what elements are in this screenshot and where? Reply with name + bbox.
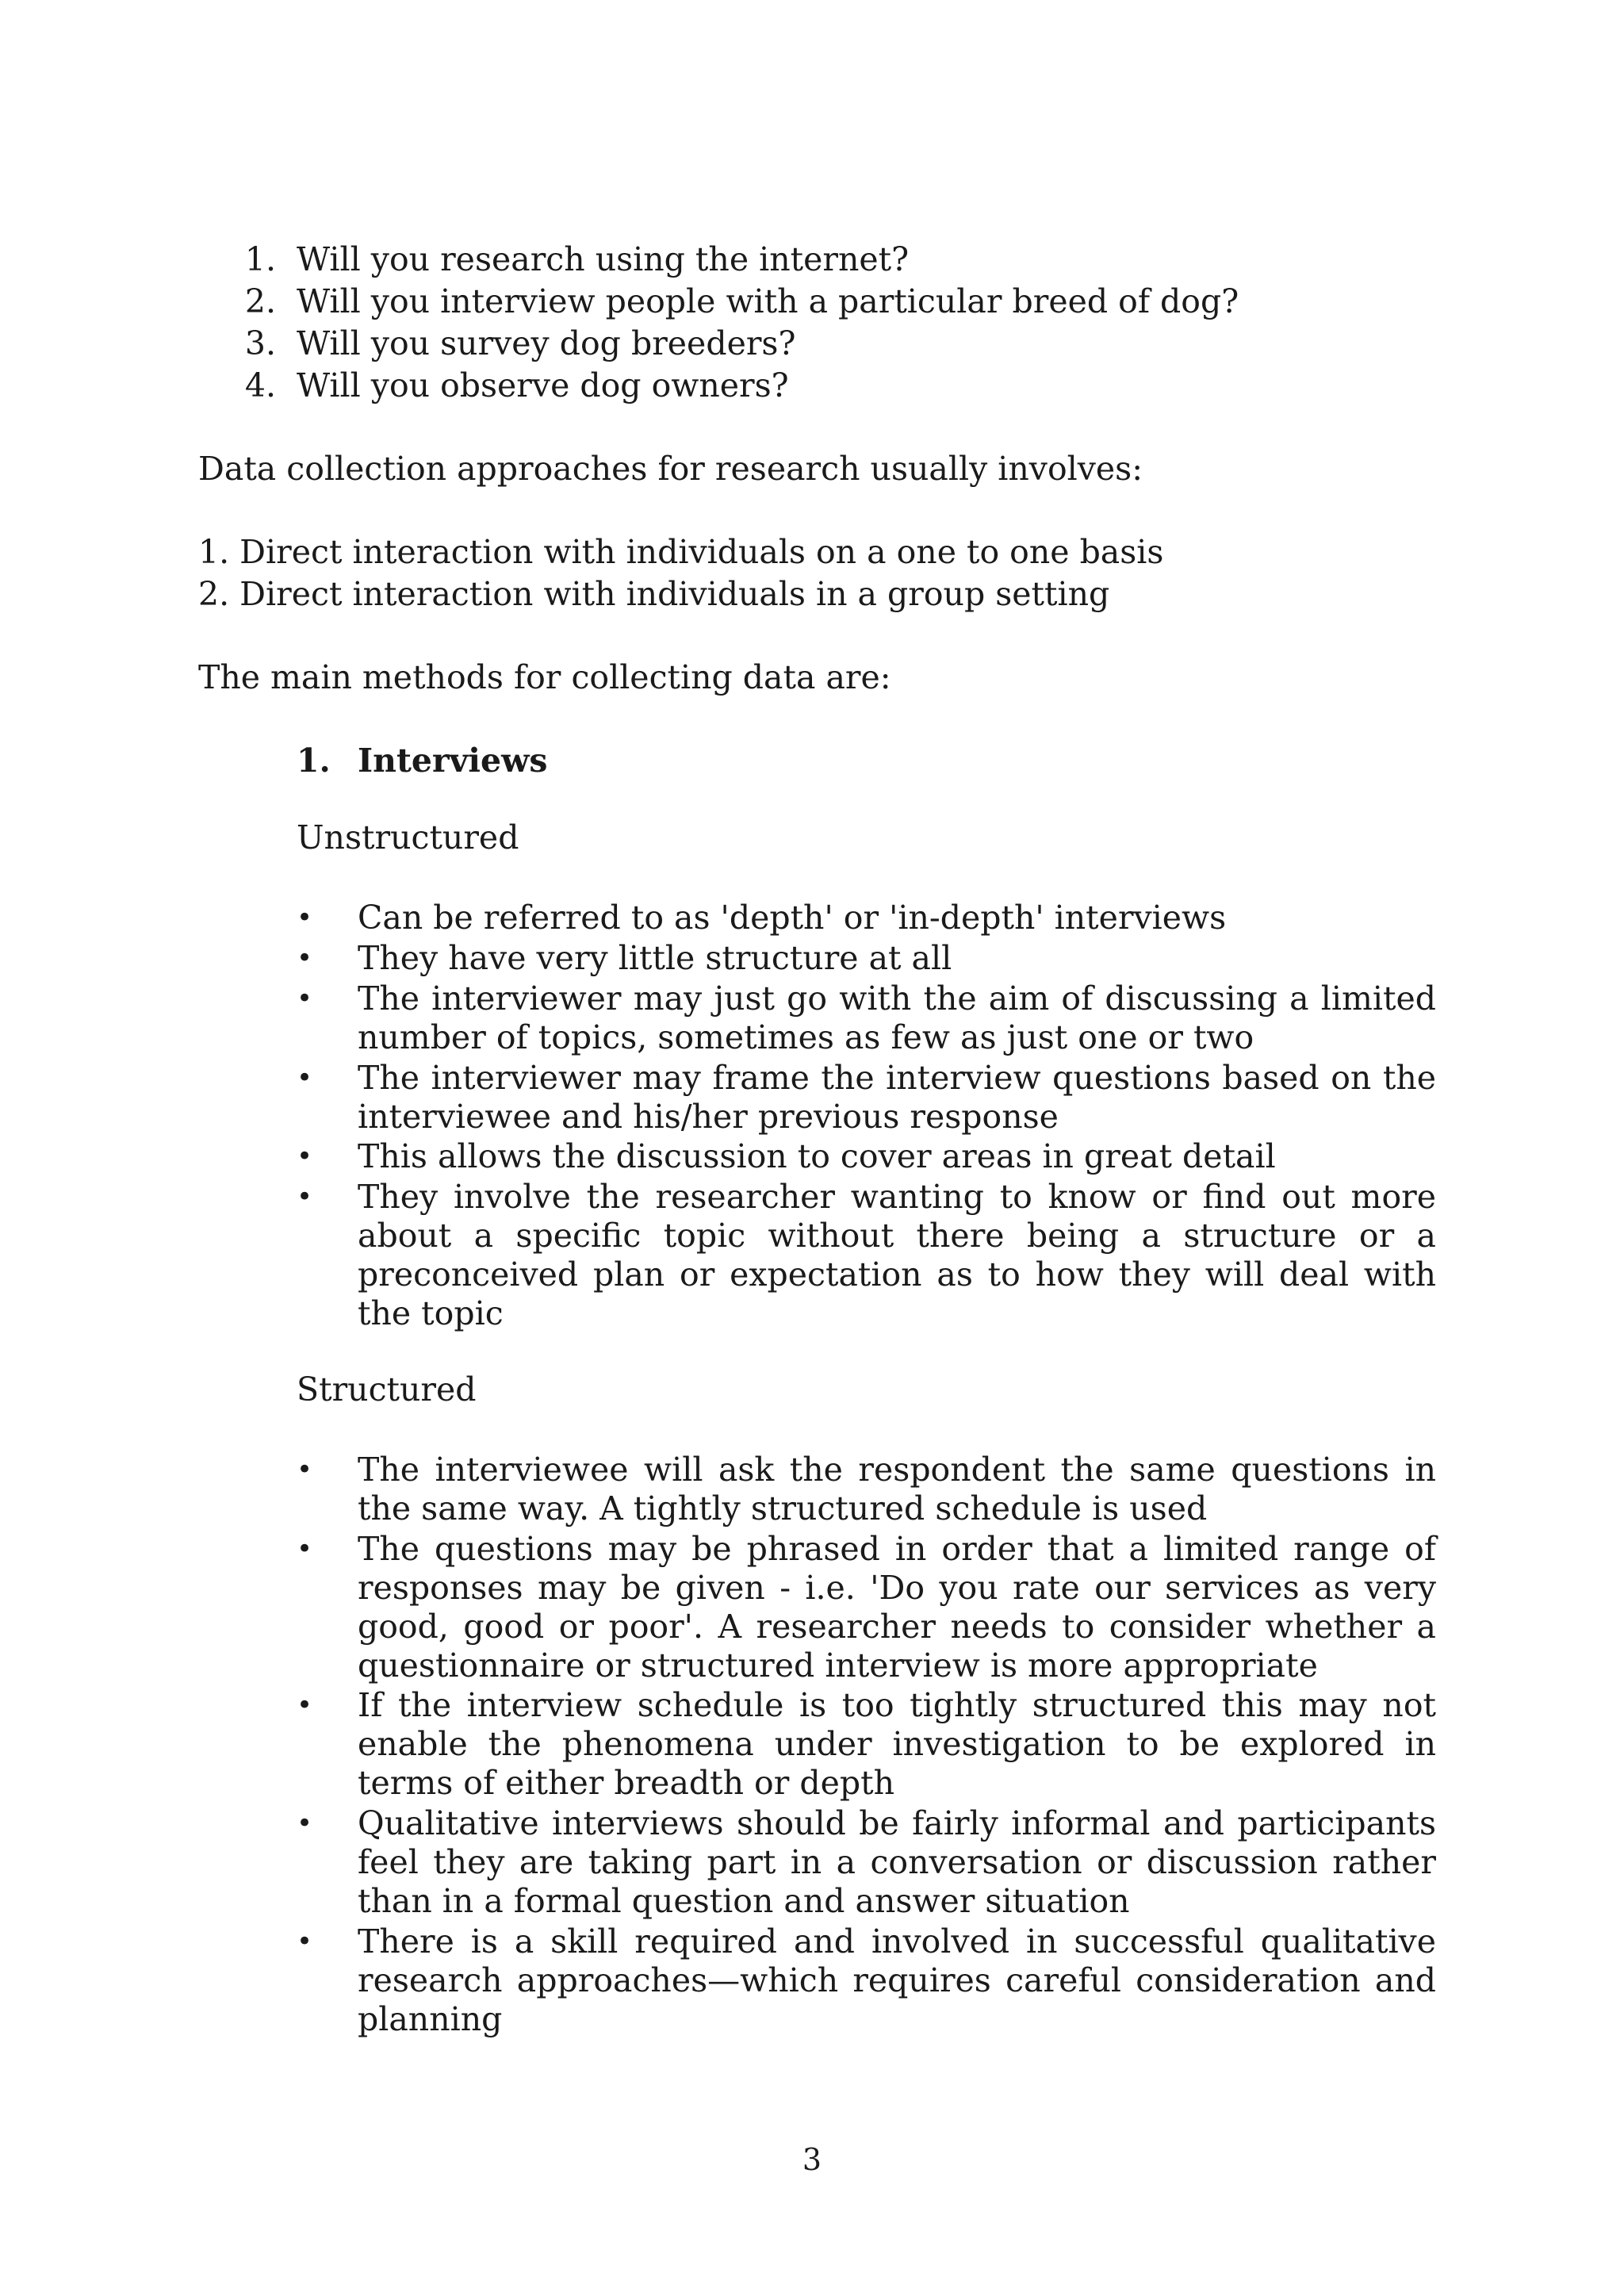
top-list-number: 1. <box>244 240 276 278</box>
structured-heading: Structured <box>297 1370 477 1409</box>
approach-item: 2. Direct interaction with individuals in a group setting <box>198 575 1110 613</box>
section-title: Interviews <box>358 742 548 780</box>
structured-bullet: If the interview schedule is too tightly structured this may not enable the phenomena under investigation to be explored in terms of either breadth or depth <box>358 1686 1436 1802</box>
unstructured-bullet: The interviewer may frame the interview questions based on the interviewee and his/her previous response <box>358 1059 1436 1136</box>
bullet-dot: • <box>297 1062 313 1094</box>
top-list-item: Will you survey dog breeders? <box>297 324 796 362</box>
structured-bullet: Qualitative interviews should be fairly informal and participants feel they are taking part in a conversation or discussion rather than in a formal question and answer situation <box>358 1804 1436 1920</box>
unstructured-bullet: Can be referred to as 'depth' or 'in-depth' interviews <box>358 899 1227 937</box>
top-list-number: 3. <box>244 324 276 362</box>
approach-item: 1. Direct interaction with individuals on a one to one basis <box>198 533 1164 571</box>
top-list-item: Will you research using the internet? <box>297 240 910 278</box>
unstructured-bullet: The interviewer may just go with the aim of discussing a limited number of topics, sometimes as few as just one or two <box>358 979 1436 1056</box>
unstructured-bullet: They have very little structure at all <box>358 939 952 977</box>
unstructured-bullet: They involve the researcher wanting to know or find out more about a specific topic without there being a structure or a preconceived plan or expectation as to how they will deal with the topic <box>358 1178 1436 1332</box>
bullet-dot: • <box>297 1140 313 1172</box>
unstructured-bullet: This allows the discussion to cover areas in great detail <box>358 1137 1276 1175</box>
top-list-item: Will you observe dog owners? <box>297 366 789 404</box>
section-number: 1. <box>297 742 331 780</box>
bullet-dot: • <box>297 902 313 933</box>
methods-intro: The main methods for collecting data are: <box>198 658 891 696</box>
bullet-dot: • <box>297 1454 313 1485</box>
bullet-dot: • <box>297 1181 313 1213</box>
bullet-dot: • <box>297 1807 313 1839</box>
approaches-intro: Data collection approaches for research usually involves: <box>198 450 1143 488</box>
unstructured-heading: Unstructured <box>297 818 519 857</box>
structured-bullet: There is a skill required and involved in successful qualitative research approaches—which requires careful consideration and planning <box>358 1922 1436 2038</box>
structured-bullet: The interviewee will ask the respondent the same questions in the same way. A tightly structured schedule is used <box>358 1451 1436 1527</box>
top-list-number: 2. <box>244 282 276 320</box>
bullet-dot: • <box>297 1926 313 1957</box>
structured-bullet: The questions may be phrased in order that a limited range of responses may be given - i.e. 'Do you rate our services as very good, good or poor'. A researcher needs to consider whether a questionnaire or structured interview is more appropriate <box>358 1530 1436 1685</box>
bullet-dot: • <box>297 1533 313 1565</box>
bullet-dot: • <box>297 942 313 974</box>
top-list-number: 4. <box>244 366 276 404</box>
page-number: 3 <box>802 2142 822 2177</box>
top-list-item: Will you interview people with a particular breed of dog? <box>297 282 1239 320</box>
bullet-dot: • <box>297 1689 313 1721</box>
bullet-dot: • <box>297 983 313 1014</box>
